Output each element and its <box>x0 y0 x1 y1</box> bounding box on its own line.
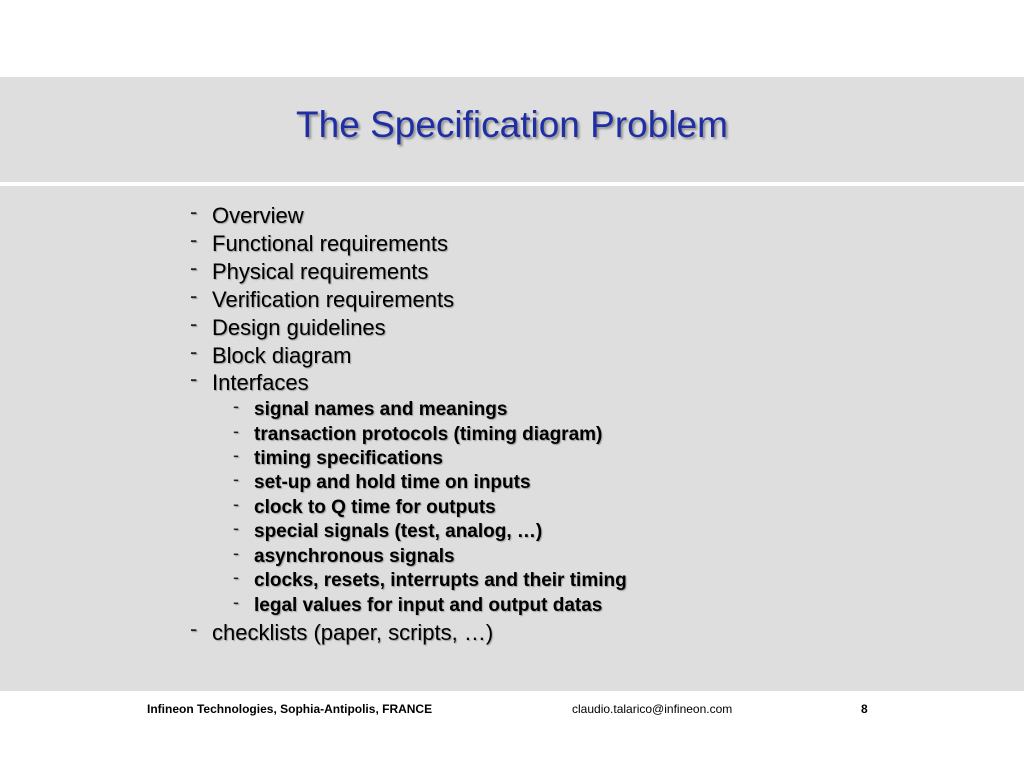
sub-bullet-text: timing specifications <box>254 448 443 469</box>
sub-bullet-text: special signals (test, analog, …) <box>254 521 543 542</box>
bullet-text: Design guidelines <box>212 315 386 340</box>
sub-bullet-text: legal values for input and output datas <box>254 595 603 616</box>
dash-bullet-icon: - <box>233 592 239 612</box>
bullet-text: Interfaces <box>212 370 309 395</box>
dash-bullet-icon: - <box>190 311 198 336</box>
dash-bullet-icon: - <box>233 543 239 563</box>
bullet-text: Functional requirements <box>212 231 449 256</box>
slide-title: The Specification Problem <box>296 104 728 145</box>
bullet-item <box>190 366 309 396</box>
bullet-item <box>190 616 494 646</box>
sub-bullet-item <box>233 592 603 617</box>
sub-bullet-item <box>233 396 508 421</box>
bullet-item <box>190 339 352 369</box>
sub-bullet-text: transaction protocols (timing diagram) <box>254 424 603 445</box>
bullet-text: checklists (paper, scripts, …) <box>212 620 494 645</box>
dash-bullet-icon: - <box>233 567 239 587</box>
bullet-item <box>190 227 449 257</box>
dash-bullet-icon: - <box>233 421 239 441</box>
sub-bullet-text: set-up and hold time on inputs <box>254 472 531 493</box>
dash-bullet-icon: - <box>190 199 198 224</box>
sub-bullet-text: signal names and meanings <box>254 399 508 420</box>
bullet-text: Verification requirements <box>212 287 455 312</box>
dash-bullet-icon: - <box>190 227 198 252</box>
dash-bullet-icon: - <box>190 366 198 391</box>
dash-bullet-icon: - <box>190 255 198 280</box>
bullet-item <box>190 255 429 285</box>
bullet-item <box>190 311 386 341</box>
bullet-text: Overview <box>212 203 304 228</box>
sub-bullet-item <box>233 518 543 543</box>
dash-bullet-icon: - <box>233 445 239 465</box>
footer-email: claudio.talarico@infineon.com <box>572 702 733 716</box>
sub-bullet-text: clocks, resets, interrupts and their timing <box>254 570 627 591</box>
sub-bullet-item <box>233 445 443 470</box>
dash-bullet-icon: - <box>190 339 198 364</box>
sub-bullet-item <box>233 421 603 446</box>
bullet-text: Block diagram <box>212 343 352 368</box>
bullet-item <box>190 283 455 313</box>
dash-bullet-icon: - <box>233 494 239 514</box>
sub-bullet-item <box>233 494 496 519</box>
sub-bullet-item <box>233 543 455 568</box>
dash-bullet-icon: - <box>233 518 239 538</box>
sub-bullet-text: asynchronous signals <box>254 546 455 567</box>
dash-bullet-icon: - <box>233 469 239 489</box>
sub-bullet-item <box>233 469 531 494</box>
dash-bullet-icon: - <box>190 616 198 641</box>
page-number: 8 <box>861 702 868 716</box>
dash-bullet-icon: - <box>233 396 239 416</box>
dash-bullet-icon: - <box>190 283 198 308</box>
bullet-text: Physical requirements <box>212 259 429 284</box>
bullet-item <box>190 199 304 229</box>
sub-bullet-text: clock to Q time for outputs <box>254 497 496 518</box>
sub-bullet-item <box>233 567 627 592</box>
footer-organization: Infineon Technologies, Sophia-Antipolis, FRANCE <box>147 702 433 716</box>
